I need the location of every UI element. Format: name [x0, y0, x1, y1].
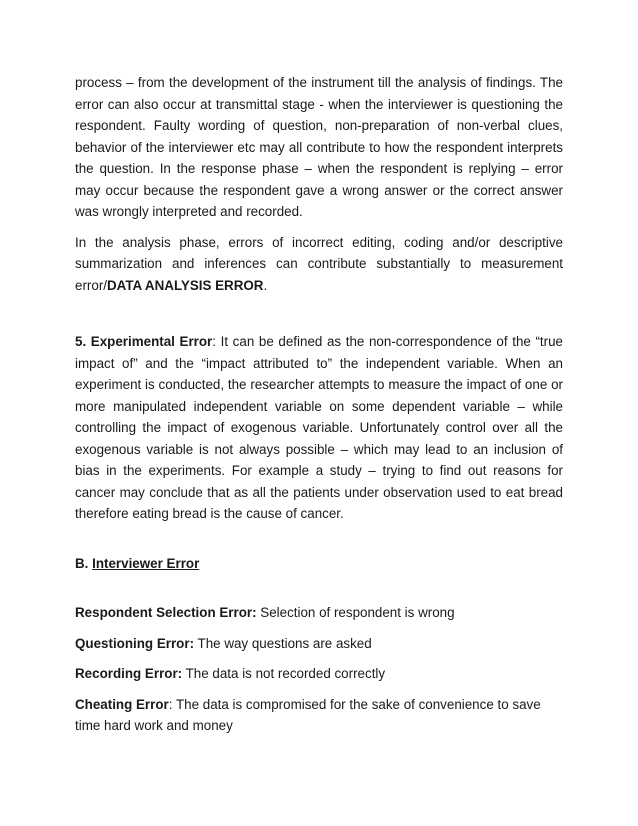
paragraph-analysis-phase: [75, 232, 563, 297]
error-term: Questioning Error:: [75, 635, 195, 651]
spacer: [75, 574, 563, 602]
error-desc: The data is not recorded correctly: [182, 666, 386, 681]
data-analysis-error-term: DATA ANALYSIS ERROR: [107, 277, 264, 293]
error-item-questioning: [75, 633, 563, 655]
error-desc: : The data is compromised for the sake of convenience to save time hard work and money: [75, 696, 541, 733]
spacer: [75, 654, 563, 663]
experimental-error-heading: 5. Experimental Error: [75, 334, 213, 349]
error-item-recording: [75, 663, 563, 685]
error-item-cheating: [75, 694, 563, 737]
spacer: [75, 525, 563, 553]
spacer: [75, 685, 563, 694]
spacer: [75, 624, 563, 633]
error-item-respondent-selection: [75, 602, 563, 624]
experimental-error-text: : It can be defined as the non-correspondence of the “true impact of” and the “impact attributed to” the independent variable. When an experiment is conducted, the researcher attempts to measure the impact of one or more manipulated independent variable on some dependent variable – while controlling the impact of exogenous variable. Unfortunately control over all the exogenous variable is not always possible – which may lead to an inclusion of bias in the experiments. For example a study – trying to find out reasons for cancer may conclude that as all the patients under observation used to eat bread therefore eating bread is the cause of cancer.: [75, 334, 563, 521]
spacer: [75, 223, 563, 232]
error-desc: Selection of respondent is wrong: [256, 605, 455, 620]
error-term: Cheating Error: [75, 696, 169, 712]
error-desc: The way questions are asked: [194, 635, 372, 651]
section-b-prefix: B.: [75, 555, 93, 571]
document-page: [75, 72, 563, 737]
paragraph-transmittal-error: process – from the development of the instrument till the analysis of findings. The error can also occur at transmittal stage - when the interviewer is questioning the respondent. Faulty wording of question, non-preparation of non-verbal clues, behavior of the interviewer etc may all contribute to how the respondent interprets the question. In the response phase – when the respondent is replying – error may occur because the respondent gave a wrong answer or the correct answer was wrongly interpreted and recorded.: [75, 75, 563, 219]
error-term: Recording Error:: [75, 666, 183, 681]
spacer: [75, 296, 563, 331]
section-b-heading: [75, 553, 563, 575]
analysis-phase-text: In the analysis phase, errors of incorrect editing, coding and/or descriptive summarization and inferences can contribute substantially to measurement error/: [75, 234, 563, 293]
analysis-phase-end: .: [263, 277, 268, 293]
paragraph-experimental-error: [75, 331, 563, 525]
section-b-title: Interviewer Error: [92, 555, 200, 571]
error-term: Respondent Selection Error:: [75, 605, 257, 620]
